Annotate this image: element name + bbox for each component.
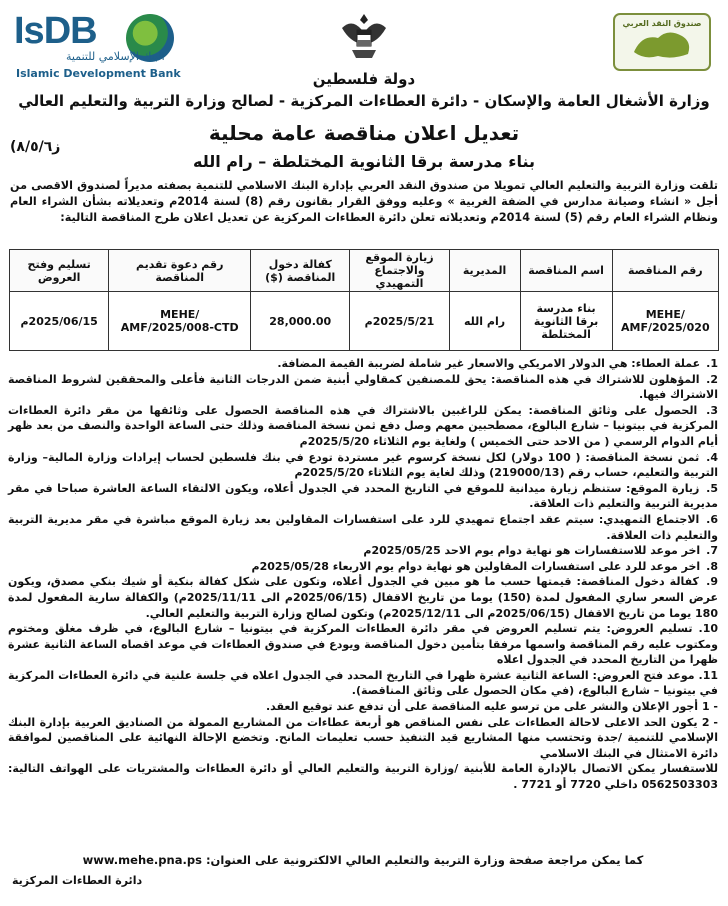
- item-text: عملة العطاء: هي الدولار الامريكي والاسعار غير شاملة لضريبة القيمة المضافة.: [277, 357, 701, 370]
- list-item: [8, 512, 718, 543]
- site-visit-date-cell: 2025/5/21م: [350, 292, 449, 351]
- tender-table: [9, 249, 719, 351]
- tender-name-cell: بناء مدرسة برقا الثانوية المختلطة: [520, 292, 612, 351]
- isdb-logo-letters: IsDB: [14, 10, 97, 52]
- website-line: [8, 852, 718, 868]
- list-item: [8, 668, 718, 699]
- item-number: 6.: [706, 512, 718, 526]
- item-number: 4.: [706, 450, 718, 464]
- signature: دائرة العطاءات المركزية: [12, 874, 143, 887]
- isdb-logo-english: Islamic Development Bank: [16, 67, 181, 80]
- item-number: 9.: [706, 575, 718, 589]
- item-text: المؤهلون للاشتراك في هذه المناقصة: يحق للمصنفين كمقاولي أبنية ضمن الدرجات الثانية فأعلى والمحققين لشروط المناقصة الاشتراك فيها.: [8, 372, 718, 402]
- item-text: الاجتماع التمهيدي: سيتم عقد اجتماع تمهيدي للرد على استفسارات المقاولين بعد زيارة الموقع مباشرة في مقر مديرية التربية والتعليم ذات العلاقة.: [8, 512, 718, 542]
- ministry-line: وزارة الأشغال العامة والإسكان - دائرة العطاءات المركزية - لصالح وزارة التربية والتعليم العالي: [18, 92, 710, 110]
- page-title: تعديل اعلان مناقصة عامة محلية: [208, 121, 520, 145]
- item-number: 1.: [706, 357, 718, 370]
- column-header: زيارة الموقع والاجتماع التمهيدي: [350, 250, 449, 292]
- item-number: 5.: [706, 481, 718, 495]
- list-item: [8, 481, 718, 512]
- item-number: 8.: [706, 559, 718, 573]
- item-number: 2.: [706, 372, 718, 386]
- item-text: اخر موعد للرد على استفسارات المقاولين هو نهاية دوام يوم الاربعاء 2025/05/28م: [251, 559, 701, 573]
- item-text: كفالة دخول المناقصة: قيمتها حسب ما هو مبين في الجدول أعلاه، وتكون على شكل كفالة بنكية أو شيك بنكي مصدق، ويكون عرض السعر ساري المفعول لمدة (150) يوما من تاريخ الاقفال (2025/06/15م الى 2025/11/11م) والكفالة سارية المفعول لمدة 180 يوما من تاريخ الاقفال (2025/06/15م الى 2025/12/11م) وتكون لصالح وزارة التربية والتعليم العالي.: [8, 575, 718, 620]
- intro-paragraph: تلقت وزارة التربية والتعليم العالي تمويلا من صندوق النقد العربي بإدارة البنك الاسلامي للتنمية بصفته مديراً لصندوق الاقصى من أجل « انشاء وصيانة مدارس في الضفة الغربية » وعليه ووفق القرار بقانون رقم (8) لسنة 2014م وتعديلاته بشأن الشراء العام ونظام الشراء العام رقم (5) لسنة 2014م وتعديلاته تعلن دائرة العطاءات المركزية عن تعديل اعلان طرح المناقصة التالية:: [10, 179, 718, 224]
- item-text: اخر موعد للاستفسارات هو نهاية دوام يوم الاحد 2025/05/25م: [363, 544, 701, 558]
- directorate-cell: رام الله: [449, 292, 520, 351]
- column-header: المديرية: [449, 250, 520, 292]
- item-text: الحصول على وثائق المناقصة: يمكن للراغبين بالاشتراك في هذه المناقصة الحصول على وثائقها من مقر دائرة العطاءات المركزية في بيتونيا – شارع البالوع، مصطحبين معهم وصل دفع ثمن نسخة المناقصة وذلك حتى الساعة الواحدة والنصف من بعد ظهر أيام الدوام الرسمي ( من الاحد حتى الخميس ) ولغاية يوم الثلاثاء 2025/5/20م: [8, 403, 718, 448]
- reference-number: ز٨/٥/٦): [10, 139, 61, 155]
- arab-monetary-fund-logo: [612, 12, 712, 72]
- isdb-logo-arabic: البنك الإسلامي للتنمية: [66, 50, 165, 63]
- conditions-list: [8, 356, 718, 793]
- column-header: تسليم وفتح العروض: [10, 250, 109, 292]
- list-item: [8, 356, 718, 372]
- item-number: - 1: [701, 700, 718, 714]
- bid-bond-cell: 28,000.00: [251, 292, 350, 351]
- column-header: رقم دعوة تقديم المناقصة: [109, 250, 251, 292]
- column-header: كفالة دخول المناقصة ($): [251, 250, 350, 292]
- table-header-row: [10, 250, 719, 292]
- item-number: 7.: [706, 544, 718, 558]
- list-item: [8, 715, 718, 762]
- item-number: 11.: [698, 668, 718, 682]
- list-item: [8, 372, 718, 403]
- item-number: 3.: [706, 403, 718, 417]
- list-item: [8, 450, 718, 481]
- table-row: [10, 292, 719, 351]
- submission-date-cell: 2025/06/15م: [10, 292, 109, 351]
- item-text: أجور الإعلان والنشر على من ترسو عليه المناقصة على أن تدفع عند توقيع العقد.: [265, 700, 699, 714]
- fund-logo-text: صندوق النقد العربي: [622, 19, 702, 28]
- column-header: اسم المناقصة: [520, 250, 612, 292]
- list-item: [8, 574, 718, 621]
- item-text: موعد فتح العروض: الساعة الثانية عشرة ظهرا في التاريخ المحدد في الجدول اعلاه في جلسة علنية في دائرة العطاءات المركزية في بيتونيا – شارع البالوع، (في مكان الحصول على وثائق المناقصة).: [8, 668, 718, 698]
- item-text: يكون الحد الاعلى لاحالة العطاءات على نفس المناقص هو أربعة عطاءات من المشاريع الممولة من الصناديق العربية بإدارة البنك الإسلامي للتنمية /جدة وتحتسب منها المشاريع قيد التنفيذ حسب تعليمات المانح. وتخضع الإحالة النهائية على المناقصين لموافقة دائرة الامتثال في البنك الاسلامي: [8, 715, 718, 760]
- palestine-eagle-emblem-icon: [338, 10, 390, 64]
- list-item: [8, 699, 718, 715]
- item-number: - 2: [701, 715, 718, 729]
- website-link[interactable]: www.mehe.pna.ps: [82, 853, 202, 867]
- list-item: [8, 543, 718, 559]
- item-text: ثمن نسخة المناقصة: ( 100 دولار) لكل نسخة كرسوم غير مستردة تودع في بنك فلسطين لحساب إيرادات وزارة المالية– وزارة التربية والتعليم، حساب رقم (219000/13) وذلك لغاية يوم الثلاثاء 2025/5/20م: [8, 450, 718, 480]
- item-text: زيارة الموقع: ستنظم زيارة ميدانية للموقع في التاريخ المحدد في الجدول أعلاه، ويكون الالتقاء الساعة العاشرة صباحا في مقر مديرية التربية والتعليم ذات العلاقة.: [8, 481, 718, 511]
- item-number: 10.: [698, 622, 718, 636]
- item-text: تسليم العروض: يتم تسليم العروض في مقر دائرة العطاءات المركزية في بيتونيا – شارع البالوع، في ظرف مغلق ومختوم ومكتوب عليه رقم المناقصة واسمها مرفقا بتأمين دخول المناقصة ويودع في صندوق العطاءات في موعد اقصاه الساعة الثانية عشرة ظهرا من التاريخ المحدد في الجدول اعلاه: [8, 622, 718, 667]
- website-text: كما يمكن مراجعة صفحة وزارة التربية والتعليم العالي الالكترونية على العنوان:: [205, 853, 644, 867]
- list-item: [8, 559, 718, 575]
- list-item: [8, 403, 718, 450]
- invitation-number-cell: MEHE/ AMF/2025/008-CTD: [109, 292, 251, 351]
- contact-paragraph: للاستفسار يمكن الاتصال بالإدارة العامة للأبنية /وزارة التربية والتعليم العالي أو دائرة العطاءات والمشتريات على الهواتف التالية: 0562503303 داخلي 7720 أو 7721 .: [8, 762, 718, 792]
- tender-number-cell: MEHE/ AMF/2025/020: [612, 292, 718, 351]
- project-title: بناء مدرسة برقا الثانوية المختلطة – رام الله: [193, 152, 535, 171]
- state-name: دولة فلسطين: [312, 70, 416, 88]
- column-header: رقم المناقصة: [612, 250, 718, 292]
- list-item: [8, 621, 718, 668]
